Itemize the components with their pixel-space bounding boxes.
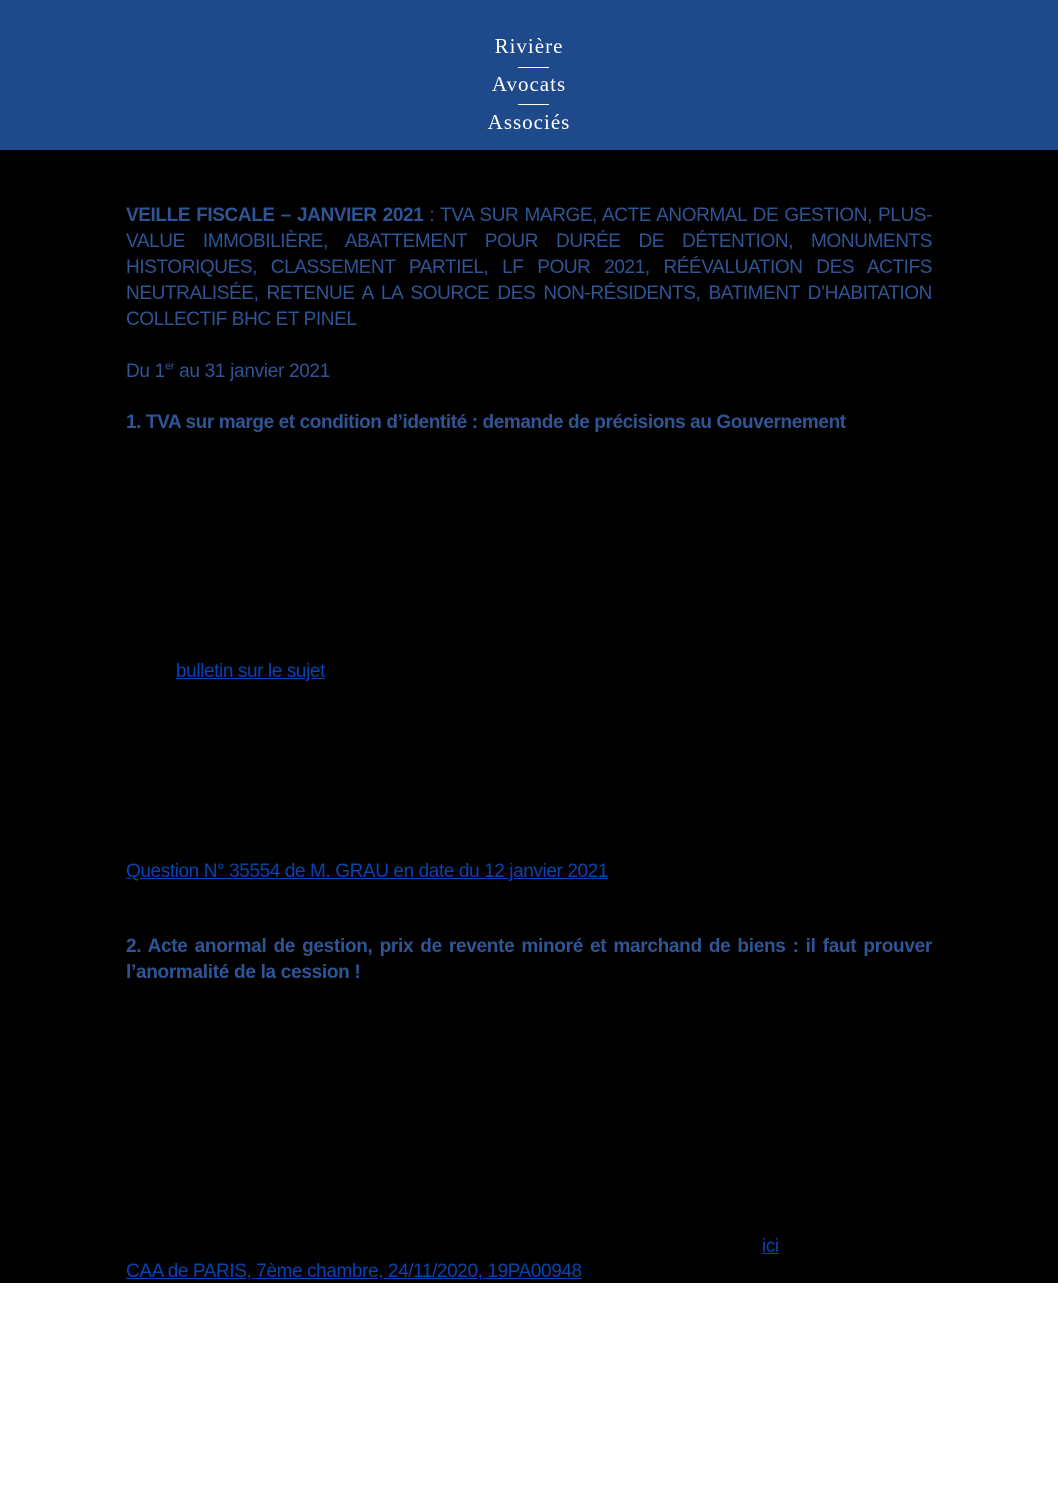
date-suffix: au 31 janvier 2021 — [174, 361, 331, 382]
document-title-rest: : TVA SUR MARGE, ACTE ANORMAL DE GESTION, PLUS-VALUE IMMOBILIÈRE, ABATTEMENT POUR DURÉE DE DÉTENTION, MONUMENTS HISTORIQUES, CLASSEMENT PARTIEL, LF POUR 2021, RÉÉVALUATION DES ACTIFS NEUTRALISÉE, RETENUE A LA SOURCE DES NON-RÉSIDENTS, BATIMENT D’HABITATION COLLECTIF BHC ET PINEL — [126, 205, 933, 330]
caa-decision-link[interactable]: CAA de PARIS, 7ème chambre, 24/11/2020, 19PA00948 — [126, 1261, 582, 1282]
logo-divider-2 — [518, 104, 549, 105]
section-1-heading: 1. TVA sur marge et condition d’identité : demande de précisions au Gouvernement — [126, 412, 846, 433]
section-2-heading: 2. Acte anormal de gestion, prix de revente minoré et marchand de biens : il faut prouver l’anormalité de la cession ! — [126, 936, 932, 983]
date-prefix: Du 1 — [126, 361, 165, 382]
ici-link[interactable]: ici — [762, 1236, 779, 1257]
document-title — [126, 203, 932, 333]
date-range — [126, 359, 330, 385]
bulletin-link[interactable]: bulletin sur le sujet — [176, 661, 325, 682]
date-superscript: er — [164, 360, 175, 373]
logo-line-2: Avocats — [491, 72, 567, 96]
question-link[interactable]: Question N° 35554 de M. GRAU en date du 12 janvier 2021 — [126, 861, 609, 882]
firm-logo — [0, 0, 1058, 150]
document-title-strong: VEILLE FISCALE – JANVIER 2021 — [126, 205, 424, 226]
logo-line-1: Rivière — [494, 34, 564, 58]
logo-divider-1 — [518, 67, 549, 68]
logo-line-3: Associés — [487, 110, 571, 134]
